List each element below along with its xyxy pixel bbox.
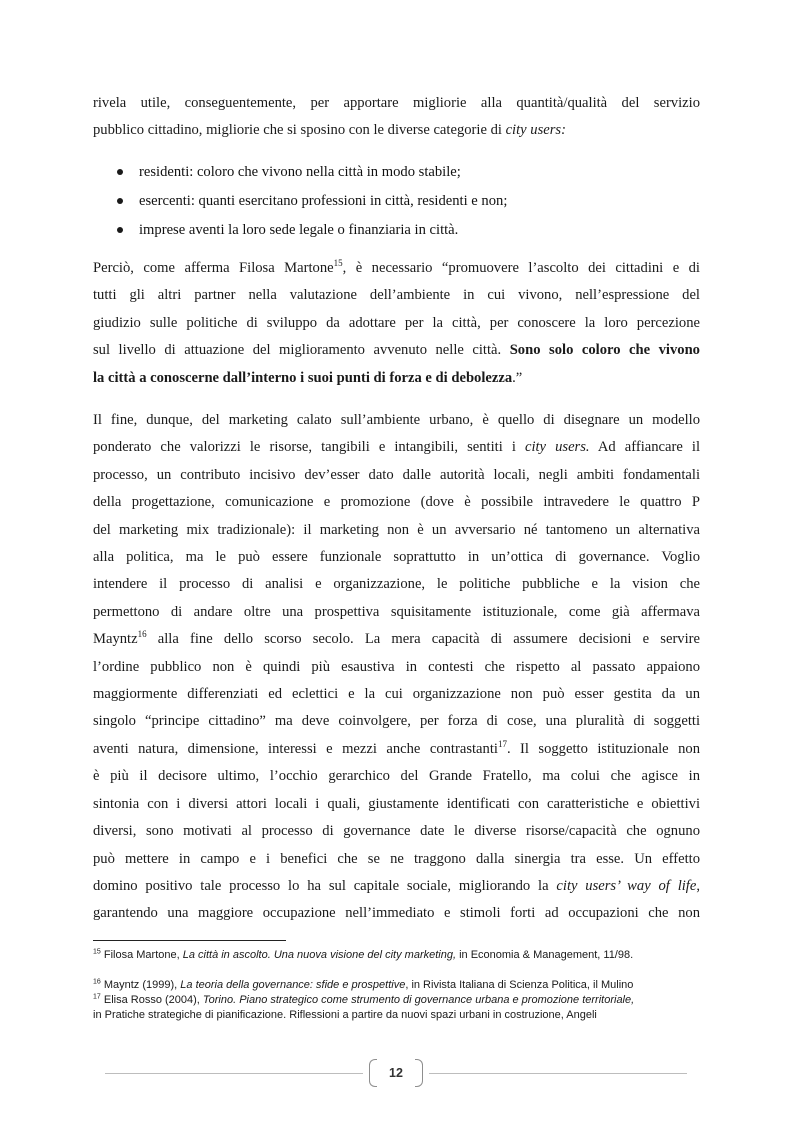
bold-text: Sono solo coloro che vivono [509, 342, 700, 359]
text-run: aventi natura, dimensione, interessi e mezzi anche contrastanti [93, 740, 498, 757]
text-run: , [696, 877, 700, 894]
text-run: sul livello di attuazione del miglioramento avvenuto nelle città. [93, 342, 510, 359]
text-run: . Il soggetto istituzionale non [506, 740, 700, 757]
footnote-ref[interactable]: 17 [497, 739, 507, 750]
text-line [93, 626, 700, 653]
text-line [93, 873, 700, 900]
italic-term: city users [505, 122, 562, 139]
text-line [93, 365, 700, 392]
footnote-separator [93, 940, 286, 941]
list-item [93, 158, 700, 187]
list-item-text: residenti: coloro che vivono nella città in modo stabile; [139, 164, 461, 180]
list-item-text: imprese aventi la loro sede legale o finanziaria in città. [139, 222, 459, 238]
paragraph-intro [93, 90, 700, 145]
footnote-number: 16 [93, 978, 101, 986]
text-line: permettono di andare oltre una prospettiva squisitamente istituzionale, come già affermava [93, 603, 700, 620]
text-line [93, 337, 700, 364]
italic-term: city users’ way of life [556, 877, 697, 894]
text-line: singolo “principe cittadino” ma deve coinvolgere, per forza di cose, una pluralità di soggetti [93, 713, 700, 730]
footnote-text: , in Rivista Italiana di Scienza Politica, il Mulino [405, 979, 634, 991]
footnote-title: La città in ascolto. Una nuova visione del city marketing, [182, 949, 457, 961]
bullet-icon [117, 169, 123, 175]
list-item [93, 216, 700, 245]
text-line: garantendo una maggiore occupazione nell’immediato e stimoli forti ad occupazioni che non [93, 905, 700, 922]
text-run: pubblico cittadino, migliorie che si sposino con le diverse categorie di [93, 122, 506, 139]
text-line: sintonia con i diversi attori locali i quali, giustamente identificati con caratteristiche e obiettivi [93, 795, 700, 812]
text-line: diversi, sono motivati al processo di governance date le diverse risorse/capacità che ognuno [93, 823, 700, 840]
text-line: rivela utile, conseguentemente, per apportare migliorie alla quantità/qualità del servizio [93, 95, 700, 111]
text-line [93, 736, 700, 763]
footnote-title: Torino. Piano strategico come strumento di governance urbana e promozione territoriale, [202, 994, 635, 1006]
text-line [93, 117, 700, 144]
text-run: Ad affiancare il [589, 439, 700, 456]
text-run: ponderato che valorizzi le risorse, tangibili e intangibili, sentiti i [93, 439, 525, 456]
text-line: processo, un contributo incisivo dev’esser dato dalle autorità locali, negli ambiti fondamentali [93, 466, 700, 483]
bold-text: la città a conoscerne dall’interno i suoi punti di forza e di debolezza [93, 369, 513, 386]
page-number-text: 12 [389, 1066, 403, 1080]
footnote-15 [93, 948, 713, 962]
bullet-icon [117, 227, 123, 233]
paragraph-main [93, 407, 700, 928]
list-item-text: esercenti: quanti esercitano professioni in città, residenti e non; [139, 193, 508, 209]
footnote-number: 17 [93, 993, 101, 1001]
bracket-left-icon [369, 1059, 377, 1087]
text-line: maggiormente differenziati ed eclettici e la cui organizzazione non può esser gestita da un [93, 686, 700, 703]
footer-rule-right [429, 1073, 687, 1074]
footnote-text: Elisa Rosso (2004), [100, 994, 203, 1006]
list-item [93, 187, 700, 216]
bullet-icon [117, 198, 123, 204]
text-line [93, 255, 700, 282]
italic-term: city users. [524, 439, 590, 456]
text-line: del marketing mix tradizionale): il marketing non è un avversario né tantomeno un alternativa [93, 521, 700, 538]
footer-rule-left [105, 1073, 363, 1074]
text-run: Perciò, come afferma Filosa Martone [93, 260, 334, 276]
text-line: della progettazione, comunicazione e promozione (dove è possibile intravedere le quattro P [93, 494, 700, 511]
text-run: .” [512, 369, 523, 386]
footnote-ref[interactable]: 15 [333, 258, 343, 269]
text-line: l’ordine pubblico non è quindi più esaustiva in contesti che rispetto al passato appaiono [93, 658, 700, 675]
text-line: giudizio sulle politiche di sviluppo da adottare per la città, per conoscere la loro percezione [93, 314, 700, 331]
footnote-17-continued: in Pratiche strategiche di pianificazione. Riflessioni a partire da nuovi spazi urbani in costruzione, Angeli [93, 1009, 597, 1021]
text-line: Il fine, dunque, del marketing calato sull’ambiente urbano, è quello di disegnare un modello [93, 412, 700, 428]
text-line: può mettere in campo e i benefici che se ne traggono dalla sinergia tra esse. Un effetto [93, 850, 700, 867]
text-line [93, 434, 700, 461]
text-line: alla politica, ma le può essere funzionale soprattutto in un’ottica di governance. Voglio [93, 549, 700, 566]
footnote-ref[interactable]: 16 [137, 629, 147, 640]
text-line: intendere il processo di analisi e organizzazione, le politiche pubbliche e la vision che [93, 576, 700, 593]
bullet-list [93, 158, 700, 245]
text-run: domino positivo tale processo lo ha sul capitale sociale, migliorando la [93, 877, 557, 894]
footnote-title: La teoria della governance: sfide e prospettive [180, 979, 406, 991]
footnote-16 [93, 978, 713, 992]
text-run: Mayntz [93, 631, 138, 648]
footnote-text: Filosa Martone, [100, 949, 183, 961]
text-line: tutti gli altri partner nella valutazione dell’ambiente in cui vivono, nell’espressione del [93, 287, 700, 304]
text-run: : [561, 122, 566, 139]
text-line: è più il decisore ultimo, l’occhio gerarchico del Grande Fratello, ma colui che agisce in [93, 768, 700, 785]
text-run: alla fine dello scorso secolo. La mera capacità di assumere decisioni e servire [146, 631, 700, 648]
footnote-number: 15 [93, 948, 101, 956]
text-run: , è necessario “promuovere l’ascolto dei cittadini e di [342, 260, 700, 276]
paragraph-quote [93, 255, 700, 392]
footnote-17 [93, 993, 713, 1007]
bracket-right-icon [415, 1059, 423, 1087]
footnote-text: in Economia & Management, 11/98. [456, 949, 634, 961]
footnote-text: Mayntz (1999), [100, 979, 181, 991]
page-number [369, 1059, 423, 1087]
